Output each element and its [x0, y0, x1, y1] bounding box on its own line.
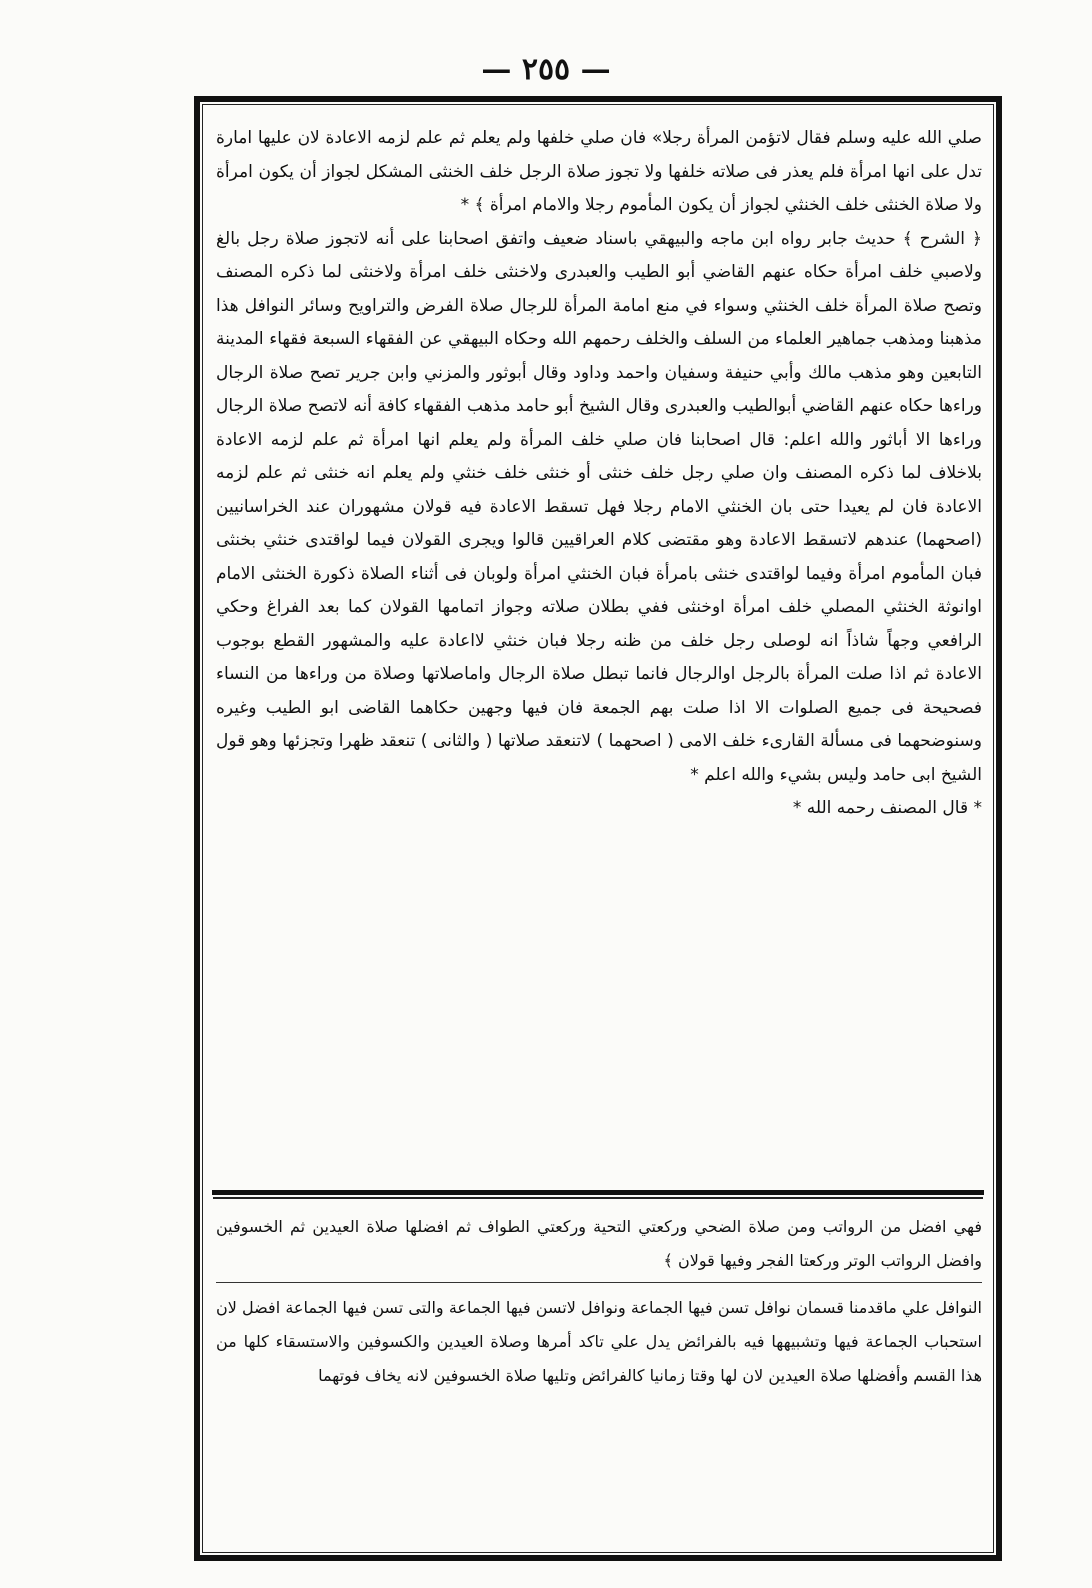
section-divider	[212, 1190, 984, 1195]
main-paragraph: ﴿ الشرح ﴾ حديث جابر رواه ابن ماجه والبيهقي باسناد ضعيف واتفق اصحابنا على أنه لاتجوز صلاة رجل بالغ ولاصبي خلف امرأة حكاه عنهم القاضي أبو الطيب والعبدرى ولاخنثى خلف امرأة ولاخنثى لما ذكره المصنف وتصح صلاة المرأة خلف الخنثي وسواء في منع امامة المرأة للرجال صلاة الفرض والتراويح وسائر النوافل هذا مذهبنا ومذهب جماهير العلماء من السلف والخلف رحمهم الله وحكاه البيهقي عن الفقهاء السبعة فقهاء المدينة التابعين وهو مذهب مالك وأبي حنيفة وسفيان واحمد وداود وقال أبوثور والمزني وابن جرير تصح صلاة الرجال وراءها حكاه عنهم القاضي أبوالطيب والعبدرى وقال الشيخ أبو حامد مذهب الفقهاء كافة أنه لاتصح صلاة الرجال وراءها الا أباثور والله اعلم: قال اصحابنا فان صلي خلف المرأة ولم يعلم انها امرأة ثم علم لزمه الاعادة بلاخلاف لما ذكره المصنف وان صلي رجل خلف خنثى أو خنثى خلف خنثي ولم يعلم انه خنثى ثم علم لزمه الاعادة فان لم يعيدا حتى بان الخنثي الامام رجلا فهل تسقط الاعادة فيه قولان مشهوران عند الخراسانيين (اصحهما) عندهم لاتسقط الاعادة وهو مقتضى كلام العراقيين قالوا ويجرى القولان فيما لواقتدى خنثي بخنثى فبان المأموم امرأة وفيما لواقتدى خنثى بامرأة فبان الخنثي امرأة ولوبان فى أثناء الصلاة ذكورة الخنثى الامام اوانوثة الخنثي المصلي خلف امرأة اوخنثى ففي بطلان صلاته وجواز اتمامها القولان كما بعد الفراغ وحكي الرافعي وجهاً شاذاً انه لوصلى رجل خلف من ظنه رجلا فبان خنثي لااعادة عليه والمشهور القطع بوجوب الاعادة ثم اذا صلت المرأة بالرجل اوالرجال فانما تبطل صلاة الرجال واماصلاتها وصلاة من وراءها من النساء فصحيحة فى جميع الصلوات الا اذا صلت بهم الجمعة فان فيها وجهين حكاهما القاضى ابو الطيب وغيره وسنوضحهما فى مسألة القارىء خلف الامى ( اصحهما ) لاتنعقد صلاتها ( والثانى ) تنعقد ظهرا وتجزئها وهو قول الشيخ ابى حامد وليس بشيء والله اعلم *	[216, 228, 982, 785]
page-number: — ٢٥٥ —	[481, 52, 611, 87]
footnote-block	[216, 1210, 982, 1540]
footnote-rule	[216, 1282, 982, 1283]
section-heading: * قال المصنف رحمه الله *	[792, 798, 982, 818]
page-frame	[194, 96, 1002, 1561]
main-text-block	[216, 122, 982, 1182]
main-paragraph: صلي الله عليه وسلم فقال لاتؤمن المرأة رجلا» فان صلي خلفها ولم يعلم ثم علم لزمه الاعادة لان عليها امارة تدل على انها امرأة فلم يعذر فى صلاته خلفها ولا تجوز صلاة الرجل خلف الخنثى المشكل لجواز أن يكون امرأة ولا صلاة الخنثى خلف الخنثي لجواز أن يكون المأموم رجلا والامام امرأة ﴾ *	[216, 128, 982, 215]
footnote-paragraph: النوافل علي ماقدمنا قسمان نوافل تسن فيها الجماعة ونوافل لاتسن فيها الجماعة والتى تسن فيها الجماعة افضل لان استحباب الجماعة فيها وتشبيهها فيه بالفرائض يدل علي تاكد أمرها وصلاة العيدين والكسوفين والاستسقاء كلها من هذا القسم وأفضلها صلاة العيدين لان لها وقتا زمانيا كالفرائض وتليها صلاة الخسوفين لانه يخاف فوتهما	[216, 1298, 982, 1385]
footnote-paragraph: فهي افضل من الرواتب ومن صلاة الضحي وركعتي التحية وركعتي الطواف ثم افضلها صلاة العيدين ثم الخسوفين وافضل الرواتب الوتر وركعتا الفجر وفيها قولان ﴾	[216, 1217, 982, 1270]
